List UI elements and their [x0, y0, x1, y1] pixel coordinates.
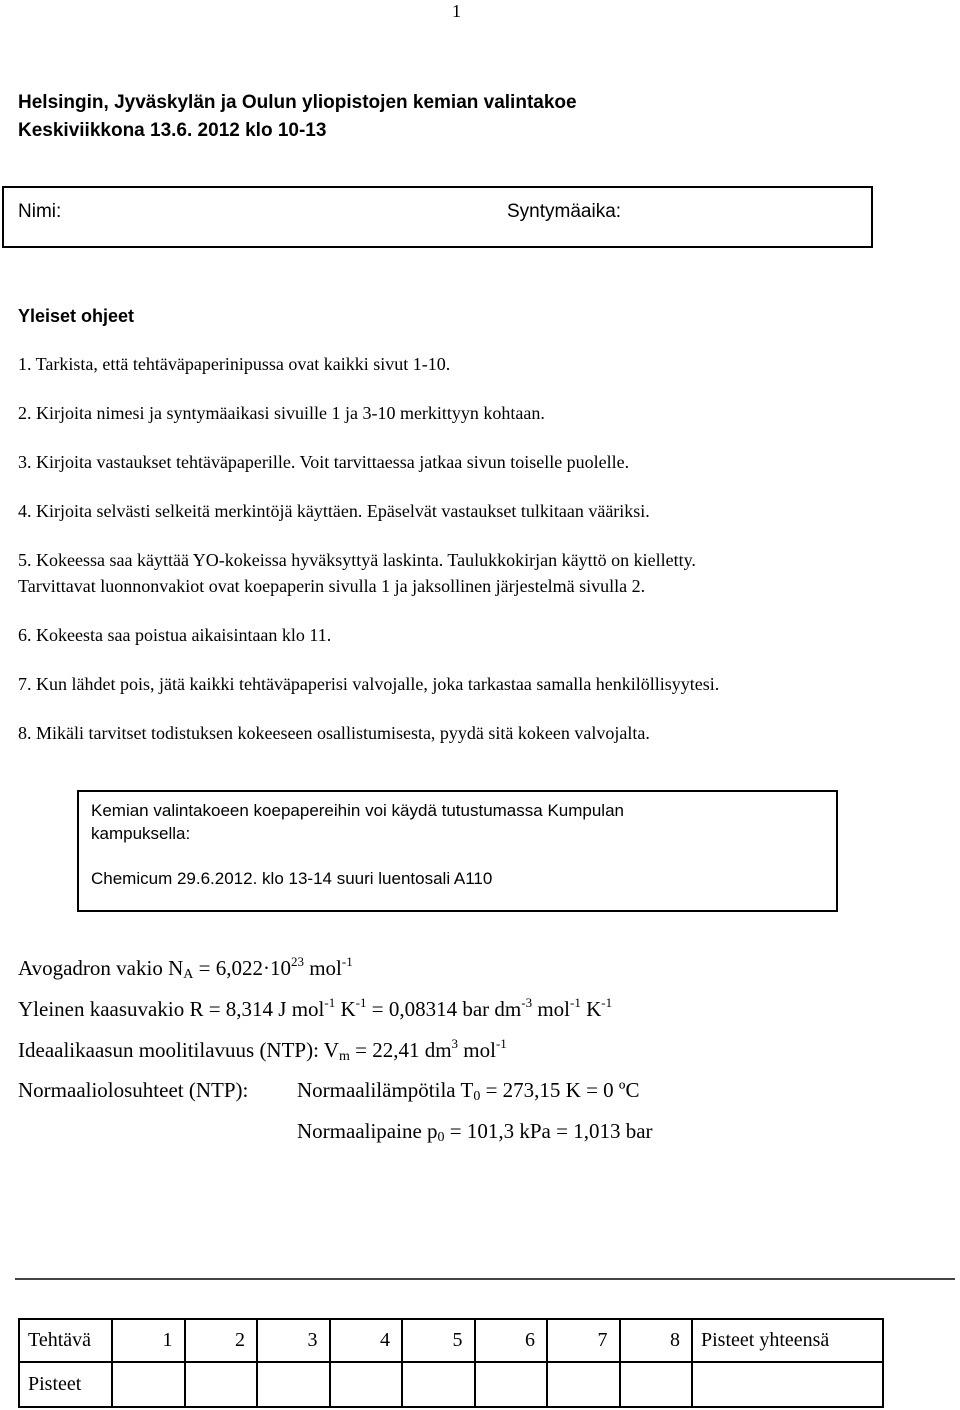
- ntp-temperature: [297, 1070, 639, 1111]
- ntp-pressure-subscript: 0: [437, 1130, 445, 1145]
- ntp-pressure: [297, 1111, 653, 1152]
- notice-location: Chemicum 29.6.2012. klo 13-14 suuri luentosali A110: [91, 869, 493, 888]
- instruction-item-7: [18, 671, 948, 697]
- instruction-text: 8. Mikäli tarvitset todistuksen kokeeseen osallistumisesta, pyydä sitä kokeen valvojalta.: [18, 723, 650, 743]
- notice-line-1: Kemian valintakoeen koepapereihin voi käydä tutustumassa Kumpulan: [91, 801, 624, 820]
- score-cell-2: [186, 1363, 259, 1406]
- avogadro-exponent: 23: [290, 954, 304, 969]
- avogadro-unit: mol: [303, 956, 342, 980]
- task-header-label: Tehtävä: [20, 1320, 113, 1363]
- score-cell-6: [476, 1363, 549, 1406]
- avogadro-value: = 6,022·10: [193, 956, 291, 980]
- task-header-2: 2: [186, 1320, 259, 1363]
- ntp-temperature-subscript: 0: [473, 1089, 481, 1104]
- score-row-label: Pisteet: [20, 1363, 113, 1406]
- name-label: Nimi:: [18, 201, 62, 222]
- gas-constant-part: K: [335, 997, 356, 1021]
- score-cell-5: [403, 1363, 476, 1406]
- exam-date-line: Keskiviikkona 13.6. 2012 klo 10-13: [18, 120, 327, 141]
- instruction-item-1: [18, 351, 948, 377]
- molar-volume-unit-exponent: -1: [495, 1036, 507, 1051]
- instruction-text: 4. Kirjoita selvästi selkeitä merkintöjä käyttäen. Epäselvät vastaukset tulkitaan vääriksi.: [18, 501, 650, 521]
- instruction-item-2: [18, 400, 948, 426]
- molar-volume-value: = 22,41 dm: [349, 1038, 452, 1062]
- instruction-item-4: [18, 498, 948, 524]
- task-header-1: 1: [113, 1320, 186, 1363]
- gas-constant-exponent: -1: [570, 995, 581, 1010]
- gas-constant-part: K: [580, 997, 602, 1021]
- instruction-item-8: [18, 720, 948, 746]
- ntp-temperature-label: Normaalilämpötila T: [297, 1078, 474, 1102]
- birthdate-label: Syntymäaika:: [507, 201, 622, 222]
- exam-title-line: Helsingin, Jyväskylän ja Oulun yliopistojen kemian valintakoe: [18, 92, 577, 113]
- gas-constant-part: mol: [532, 997, 571, 1021]
- instruction-item-3: [18, 449, 948, 475]
- instructions-heading: Yleiset ohjeet: [18, 306, 135, 326]
- task-header-7: 7: [548, 1320, 621, 1363]
- molar-volume-subscript: m: [338, 1049, 350, 1064]
- notice-line-2: kampuksella:: [91, 824, 191, 843]
- task-header-5: 5: [403, 1320, 476, 1363]
- molar-volume-exponent: 3: [451, 1036, 459, 1051]
- molar-volume: [18, 1030, 507, 1071]
- score-cell-4: [331, 1363, 404, 1406]
- task-header-6: 6: [476, 1320, 549, 1363]
- total-header-label: Pisteet yhteensä: [693, 1320, 882, 1363]
- avogadro-unit-exponent: -1: [341, 954, 353, 969]
- score-cell-7: [548, 1363, 621, 1406]
- score-cell-total: [693, 1363, 882, 1406]
- task-header-4: 4: [331, 1320, 404, 1363]
- ntp-temperature-value: = 273,15 K = 0 ºC: [480, 1078, 640, 1102]
- identity-box: [2, 186, 873, 248]
- instruction-item-6: [18, 622, 948, 648]
- instruction-text-continued: Tarvittavat luonnonvakiot ovat koepaperin sivulla 1 ja jaksollinen järjestelmä sivulla 2.: [18, 576, 646, 596]
- gas-constant-exponent: -1: [601, 995, 613, 1010]
- horizontal-divider: [15, 1278, 955, 1280]
- avogadro-constant: [18, 948, 353, 989]
- instructions-list: [18, 351, 948, 769]
- instruction-text: 3. Kirjoita vastaukset tehtäväpaperille. Voit tarvittaessa jatkaa sivun toiselle puolelle.: [18, 452, 630, 472]
- molar-volume-label: Ideaalikaasun moolitilavuus (NTP): V: [18, 1038, 339, 1062]
- gas-constant-part: Yleinen kaasuvakio R = 8,314 J mol: [18, 997, 325, 1021]
- instruction-text: 6. Kokeesta saa poistua aikaisintaan klo 11.: [18, 625, 332, 645]
- score-cell-1: [113, 1363, 186, 1406]
- instruction-text: 7. Kun lähdet pois, jätä kaikki tehtäväpaperisi valvojalle, joka tarkastaa samalla henkilöllisyytesi.: [18, 674, 720, 694]
- exam-title: [18, 89, 577, 145]
- avogadro-subscript: A: [183, 967, 194, 982]
- instruction-text: 5. Kokeessa saa käyttää YO-kokeissa hyväksyttyä laskinta. Taulukkokirjan käyttö on kielletty.: [18, 550, 696, 570]
- score-cell-3: [258, 1363, 331, 1406]
- gas-constant: [18, 989, 612, 1030]
- molar-volume-unit: mol: [458, 1038, 496, 1062]
- ntp-pressure-value: = 101,3 kPa = 1,013 bar: [444, 1119, 653, 1143]
- page-number: 1: [452, 1, 461, 21]
- task-header-3: 3: [258, 1320, 331, 1363]
- task-header-8: 8: [621, 1320, 694, 1363]
- score-cell-8: [621, 1363, 694, 1406]
- gas-constant-part: = 0,08314 bar dm: [366, 997, 522, 1021]
- instruction-item-5: [18, 547, 948, 599]
- avogadro-label: Avogadron vakio N: [18, 956, 184, 980]
- gas-constant-exponent: -1: [324, 995, 336, 1010]
- score-table: [18, 1318, 884, 1408]
- gas-constant-exponent: -1: [355, 995, 367, 1010]
- instruction-text: 2. Kirjoita nimesi ja syntymäaikasi sivuille 1 ja 3-10 merkittyyn kohtaan.: [18, 403, 545, 423]
- gas-constant-exponent: -3: [521, 995, 533, 1010]
- ntp-pressure-label: Normaalipaine p: [297, 1119, 438, 1143]
- notice-box: [77, 790, 838, 912]
- instruction-text: 1. Tarkista, että tehtäväpaperinipussa ovat kaikki sivut 1-10.: [18, 354, 451, 374]
- ntp-label: Normaaliolosuhteet (NTP):: [18, 1078, 249, 1102]
